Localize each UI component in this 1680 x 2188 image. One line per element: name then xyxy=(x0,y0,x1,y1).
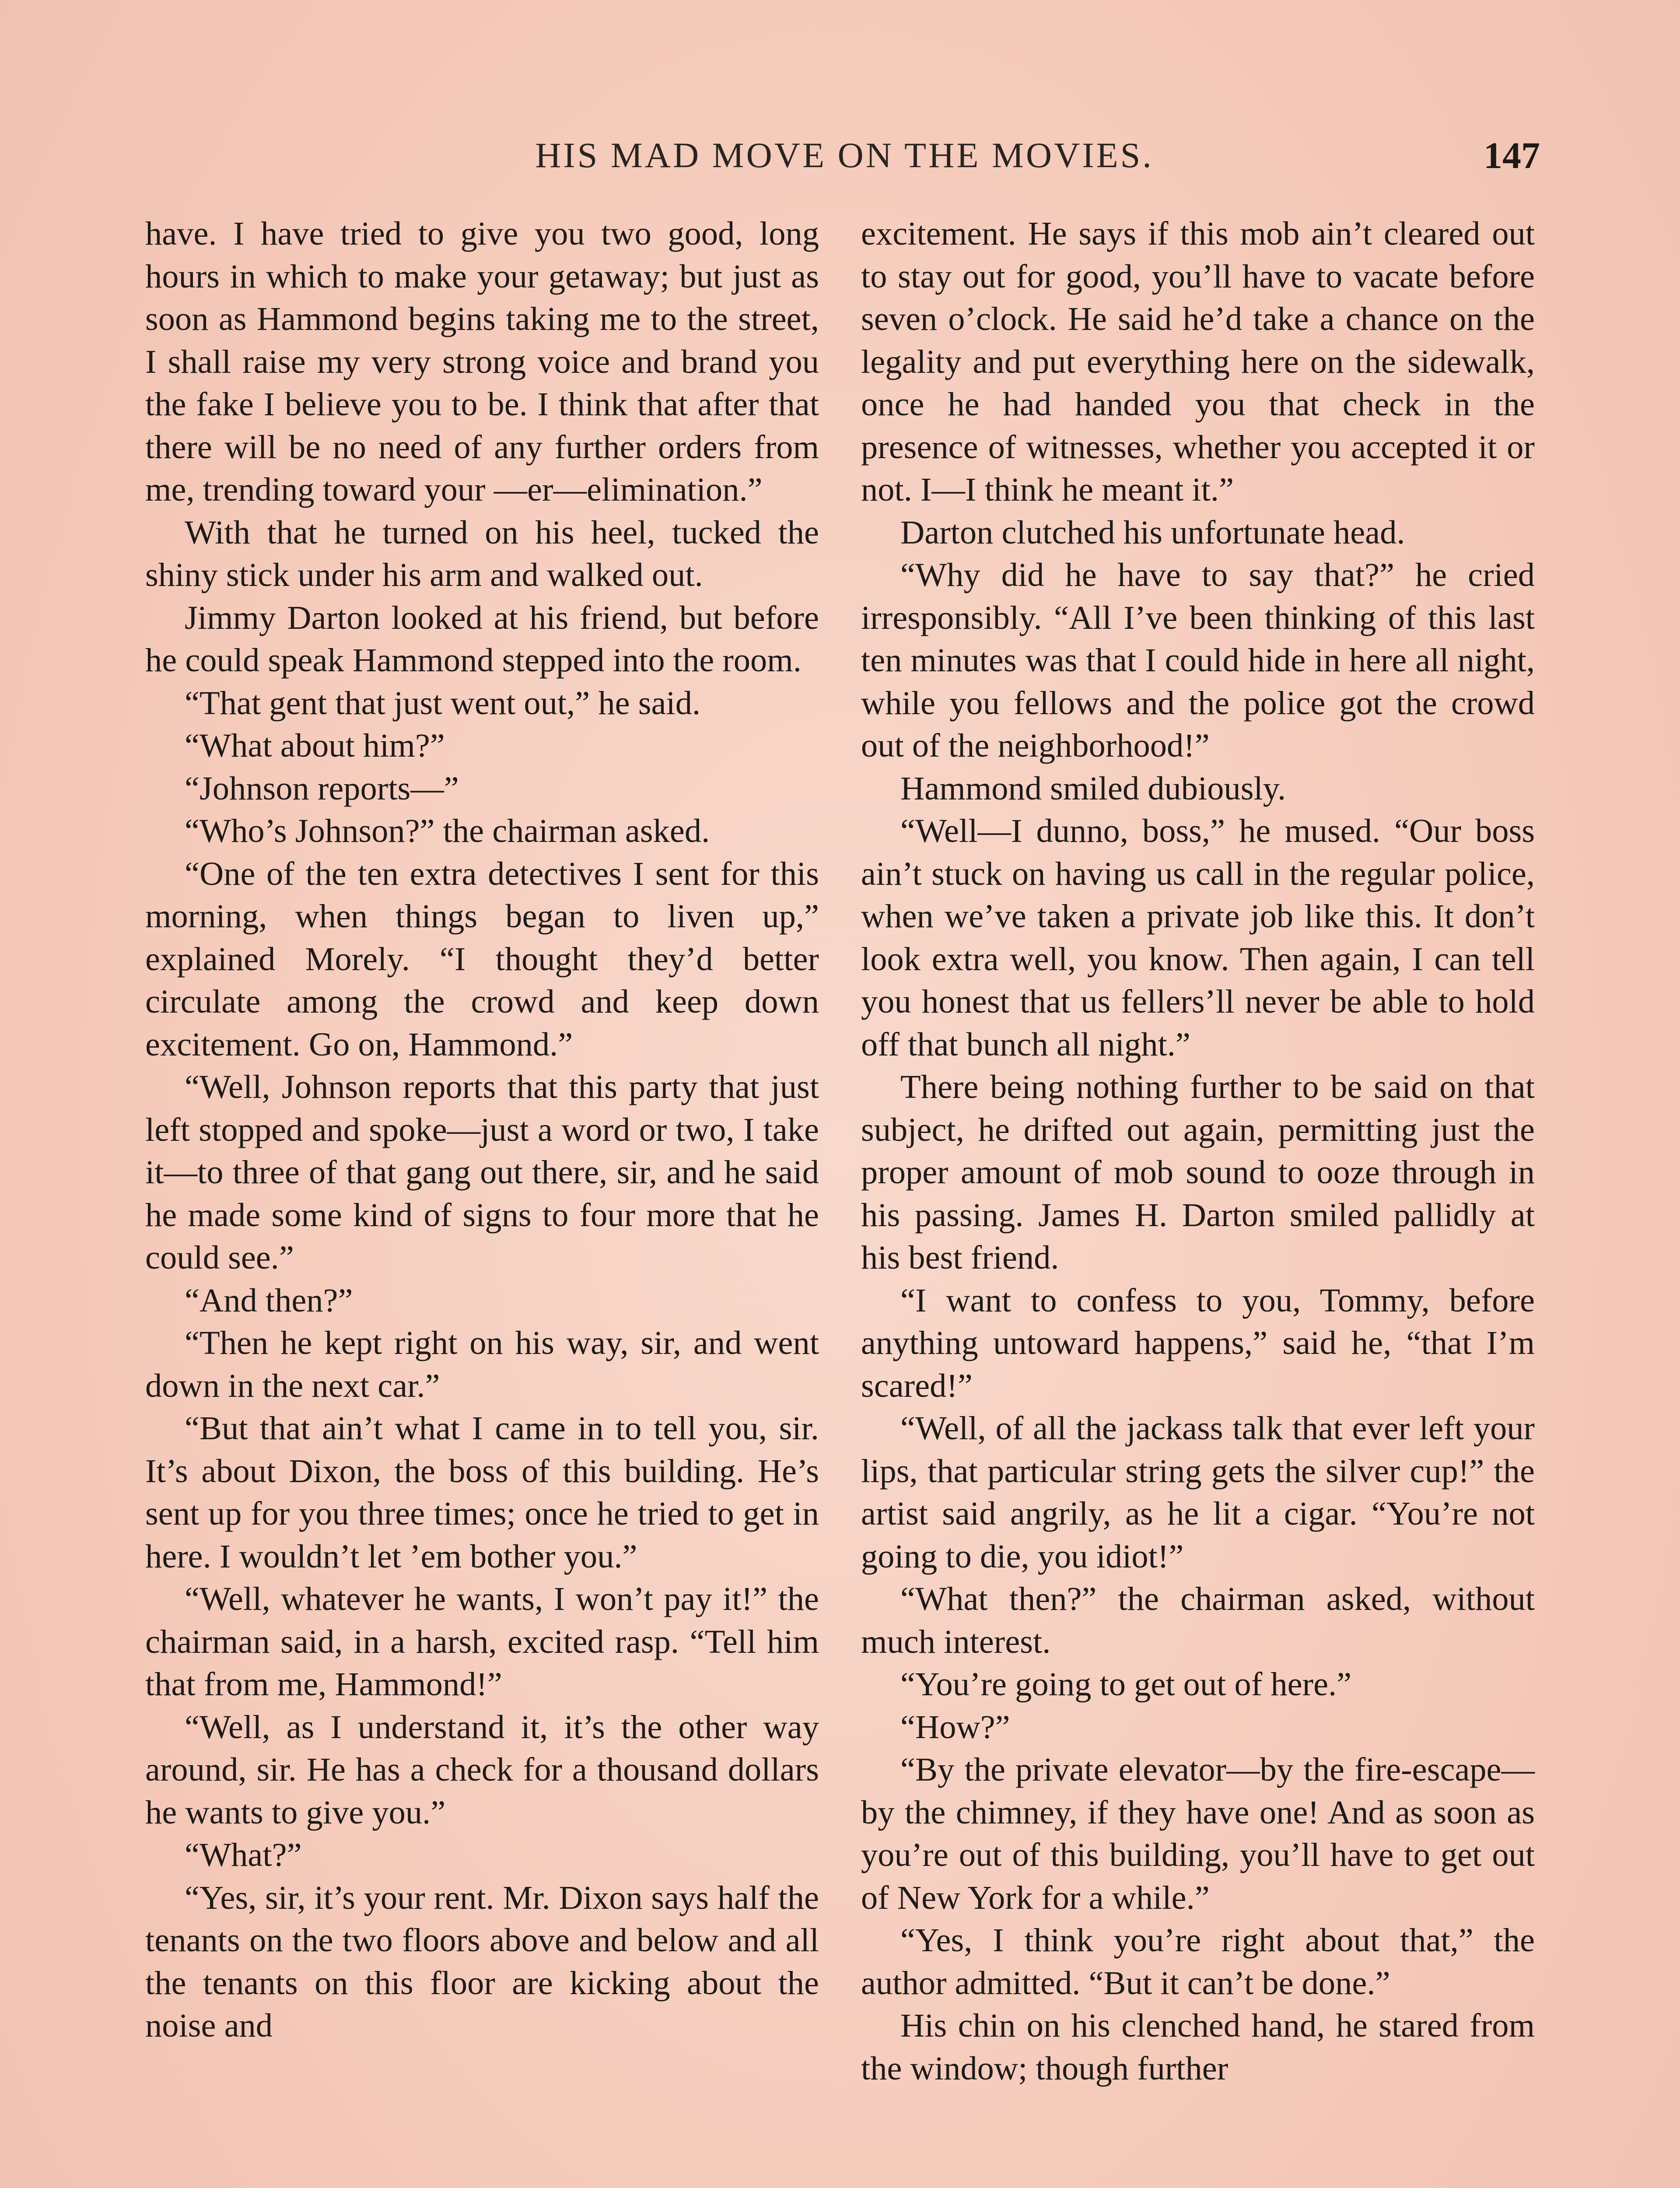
paragraph: “What about him?” xyxy=(185,727,445,764)
paragraph: “By the private elevator—by the fire-escape—by the chimney, if they have one! And as soon as you’re out of this building, you’ll have to get out of New York for a while.” xyxy=(861,1751,1535,1916)
paragraph: “What then?” the chairman asked, without much interest. xyxy=(861,1580,1535,1660)
paragraph: “Well, as I understand it, it’s the other way around, sir. He has a check for a thousand dollars he wants to give you.” xyxy=(145,1708,819,1831)
paragraph: “Yes, sir, it’s your rent. Mr. Dixon says half the tenants on the two floors above and below and all the tenants on this floor are kicking about the noise and xyxy=(145,1879,819,2044)
paragraph: There being nothing further to be said on that subject, he drifted out again, permitting just the proper amount of mob sound to ooze through in his passing. James H. Darton smiled pallidly at his best friend. xyxy=(861,1068,1535,1276)
right-text-column xyxy=(861,212,1535,2090)
paragraph: “But that ain’t what I came in to tell you, sir. It’s about Dixon, the boss of this building. He’s sent up for you three times; once he tried to get in here. I wouldn’t let ’em bother you.” xyxy=(145,1410,819,1575)
paragraph: “Well, whatever he wants, I won’t pay it!” the chairman said, in a harsh, excited rasp. “Tell him that from me, Hammond!” xyxy=(145,1580,819,1703)
paragraph: “You’re going to get out of here.” xyxy=(900,1666,1352,1703)
paragraph: “Yes, I think you’re right about that,” the author admitted. “But it can’t be done.” xyxy=(861,1922,1535,2002)
left-text-column xyxy=(145,212,819,2047)
paragraph: “Johnson reports—” xyxy=(185,769,459,807)
paragraph: “I want to confess to you, Tommy, before anything untoward happens,” said he, “that I’m scared!” xyxy=(861,1281,1535,1404)
paragraph: With that he turned on his heel, tucked the shiny stick under his arm and walked out. xyxy=(145,513,819,593)
paragraph: “What?” xyxy=(185,1836,302,1873)
paragraph: “That gent that just went out,” he said. xyxy=(185,684,701,722)
page-header xyxy=(149,131,1540,184)
page-number: 147 xyxy=(1484,134,1540,176)
running-title: HIS MAD MOVE ON THE MOVIES. xyxy=(535,135,1154,175)
paragraph: Jimmy Darton looked at his friend, but before he could speak Hammond stepped into the room. xyxy=(145,599,819,679)
paragraph: “Why did he have to say that?” he cried irresponsibly. “All I’ve been thinking of this last ten minutes was that I could hide in here all night, while you fellows and the police got the crowd out of the neighborhood!” xyxy=(861,556,1535,764)
paragraph: “And then?” xyxy=(185,1281,353,1319)
paragraph: His chin on his clenched hand, he stared from the window; though further xyxy=(861,2007,1535,2087)
paragraph: “One of the ten extra detectives I sent for this morning, when things began to liven up,” explained Morely. “I thought they’d better circulate among the crowd and keep down excitement. Go on, Hammond.” xyxy=(145,855,819,1063)
paragraph: “Who’s Johnson?” the chairman asked. xyxy=(185,812,710,849)
paragraph: have. I have tried to give you two good, long hours in which to make your getaway; but just as soon as Hammond begins taking me to the street, I shall raise my very strong voice and brand you the fake I believe you to be. I think that after that there will be no need of any further orders from me, trending toward your —er—elimination.” xyxy=(145,215,819,508)
paragraph: “How?” xyxy=(900,1708,1010,1746)
paragraph: “Well, of all the jackass talk that ever left your lips, that particular string gets the silver cup!” the artist said angrily, as he lit a cigar. “You’re not going to die, you idiot!” xyxy=(861,1410,1535,1575)
paragraph: Darton clutched his unfortunate head. xyxy=(900,513,1405,551)
paragraph: “Well—I dunno, boss,” he mused. “Our boss ain’t stuck on having us call in the regular police, when we’ve taken a private job like this. It don’t look extra well, you know. Then again, I can tell you honest that us fellers’ll never be able to hold off that bunch all night.” xyxy=(861,812,1535,1063)
paragraph: “Then he kept right on his way, sir, and went down in the next car.” xyxy=(145,1324,819,1404)
paragraph: excitement. He says if this mob ain’t cleared out to stay out for good, you’ll have to vacate before seven o’clock. He said he’d take a chance on the legality and put everything here on the sidewalk, once he had handed you that check in the presence of witnesses, whether you accepted it or not. I—I think he meant it.” xyxy=(861,215,1535,508)
paragraph: Hammond smiled dubiously. xyxy=(900,769,1286,807)
paragraph: “Well, Johnson reports that this party that just left stopped and spoke—just a word or two, I take it—to three of that gang out there, sir, and he said he made some kind of signs to four more that he could see.” xyxy=(145,1068,819,1276)
